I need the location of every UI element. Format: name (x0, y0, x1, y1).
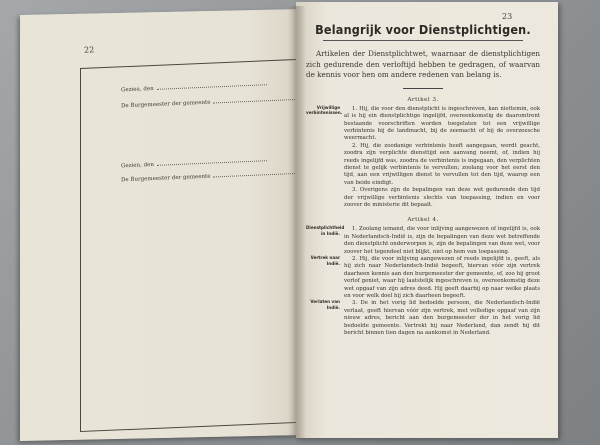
form-line-mayor-2: De Burgemeester der gemeente (121, 169, 323, 183)
artikel-4-block-1 (306, 226, 540, 256)
artikel-3-paragraph: 2. Hij, die zoodanige verbintenis heeft aangegaan, wordt geacht, zoodra zijn verplichte diensttijd een aanvang neemt, of, indien hij reeds ingelijfd was, zoodra de verbintenis is ingegaan, den verplichten dienst te gelijk verbintenis te vervullen; zoolang voor het eerst den tijd, aan een vrijwilligen dienst te vervullen tot den tijd, waarop een van beide eindigt. (344, 142, 540, 186)
page-title: Belangrijk voor Dienstplichtigen. (315, 22, 531, 37)
artikel-3-block (306, 106, 540, 210)
artikel-3-heading: Artikel 3. (407, 96, 439, 103)
artikel-4-paragraph: 3. De in het vorig lid bedoelde persoon, die Nederlandsch-Indië verlaat, geeft hiervan vóór zijn vertrek, met volledige opgaaf van zijn nieuw adres, bericht aan den burgemeester der in het vorig lid bedoelde gemeente. Vertrekt hij naar Nederland, dan zendt hij dit bericht binnen tien dagen na aankomst in Nederland. (344, 300, 540, 337)
page-number-left: 22 (84, 45, 95, 55)
dotted-fill-line (157, 84, 267, 90)
artikel-4-block-2 (306, 256, 540, 300)
form-line-date-1: Geziea, den (121, 81, 267, 93)
form-line-mayor-1: De Burgemeester der gemeente (121, 95, 323, 109)
book-gutter (288, 6, 306, 438)
artikel-4-heading: Artikel 4. (407, 217, 439, 224)
artikel-3-paragraph: 1. Hij, die voor den dienstplicht is ingeschreven, kan niettemin, ook al is hij ein dienstplichtige ingelijfd, overeenkomstig de daaromtrent bestaande voorschriften worden toegelaten tot een vrijwillige verbintenis bij de landmacht, bij de zeemacht of bij de overzeesche weermacht. (344, 105, 540, 142)
title-rule (323, 40, 523, 41)
artikel-3-paragraph: 3. Overigens zijn de bepalingen van deze wet gedurende den tijd der vrijwillige verbintenis slechts van toepassing, indien en voor zoover de ministerie dit bepaalt. (344, 187, 540, 208)
side-label-vertrek: Vertrek naar Indië. (310, 256, 340, 267)
ornament-rule (403, 88, 443, 89)
side-label-verlaten: Verlaten van Indië. (310, 300, 340, 312)
side-label-dienstplichtheid: Dienstplichtheid in Indië. (306, 226, 345, 237)
left-page (20, 9, 302, 441)
side-label-vrijwillige: Vrijwillige verbintenissen. (306, 105, 343, 117)
artikel-4-block-3 (306, 300, 540, 337)
intro-paragraph: Artikelen der Dienstplichtwet, waarnaar de dienstplichtigen zich gedurende den verloftijd hebben te gedragen, of waarvan de kennis voor hen om andere redenen van belang is. (306, 49, 540, 79)
dotted-fill-line (157, 160, 267, 166)
artikel-4-paragraph: 2. Hij, die voor inlijving aangewezen of reeds ingelijfd is, geeft, als hij zich naar Nederlandsch-Indië begeeft, hiervan vóór zijn vertrek daarheen kennis aan den burgemeester der gemeente, of, zoo hij groot verlof geniet, waar hij laatstelijk ingeschreven is, overeenkomstig deze wet opgaaf van zijn adres deed. Hij geeft daarbij op naar welke plaats en voor welk doel hij zich daarheen begeeft. (344, 256, 540, 300)
artikel-4-paragraph: 1. Zoolang iemand, die voor inlijving aangewezen of ingelijfd is, ook in Nederlandsch-Indië is, zijn de bepalingen van deze wet betreffende den dienstplicht onderworpen is, zijn de bepalingen van deze wet, voor zoover het tegendeel niet blijkt, niet op hem van toepassing. (344, 226, 540, 255)
endorsement-form-box (80, 59, 304, 432)
right-page-content (306, 22, 540, 337)
page-number-right: 23 (502, 12, 513, 21)
form-line-date-2: Gezien, den (121, 157, 267, 169)
